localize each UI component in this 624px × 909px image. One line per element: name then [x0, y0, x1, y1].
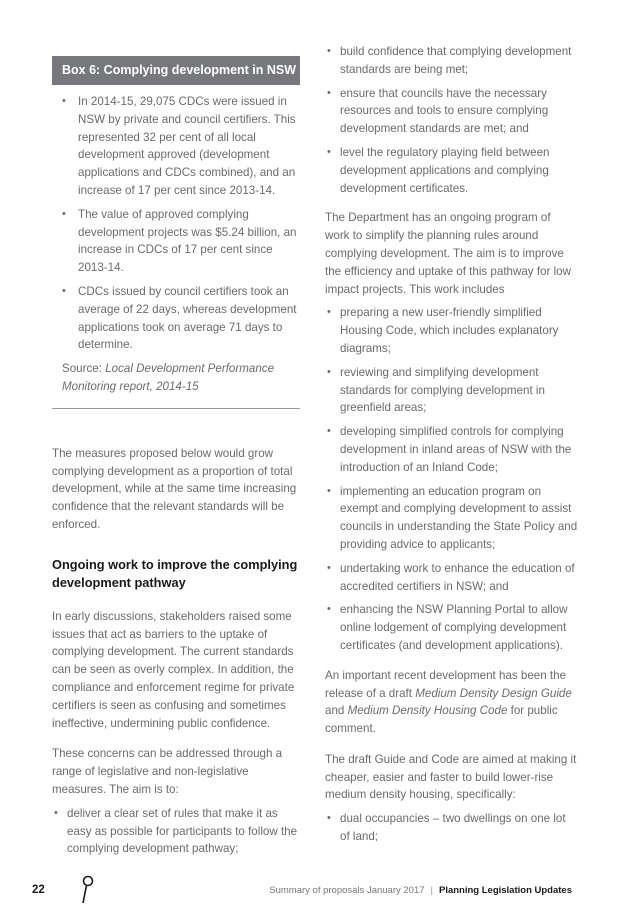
box-title: Box 6: Complying development in NSW — [52, 56, 300, 85]
paragraph: The measures proposed below would grow complying development as a proportion of total development, while at the same time increasing confidence that the relevant standards will be enforced. — [52, 446, 297, 531]
doc-title-italic: Medium Density Design Guide — [415, 686, 572, 700]
footer-separator: | — [430, 885, 433, 896]
bullet-list — [325, 304, 578, 654]
bullet-list — [52, 805, 300, 858]
paragraph: These concerns can be addressed through a range of legislative and non-legislative measures. The aim is to: — [52, 747, 283, 796]
text-run: and — [325, 704, 348, 718]
page-footer — [0, 876, 624, 906]
source-title: Local Development Performance Monitoring report, 2014-15 — [62, 362, 275, 393]
info-box — [52, 56, 300, 409]
box-bullet: • The value of approved complying development projects was $5.24 billion, an increase in CDCs of 17 per cent since 2013-14. — [52, 206, 300, 277]
right-column — [325, 43, 578, 852]
bullet-item: • undertaking work to enhance the education of accredited certifiers in NSW; and — [325, 560, 578, 596]
left-column — [52, 56, 300, 864]
doc-title-italic: Medium Density Housing Code — [347, 704, 508, 718]
bullet-item: • build confidence that complying development standards are being met; — [325, 43, 578, 79]
footer-section: Planning Legislation Updates — [438, 885, 572, 896]
footer-text — [269, 885, 572, 896]
paragraph: The draft Guide and Code are aimed at making it cheaper, easier and faster to build lower-rise medium density housing, specifically: — [325, 752, 577, 802]
bullet-item: • level the regulatory playing field between development applications and complying development certificates. — [325, 144, 578, 197]
bullet-item: • dual occupancies – two dwellings on one lot of land; — [325, 810, 578, 846]
box-bullet-list — [52, 93, 300, 354]
bullet-item: • preparing a new user-friendly simplified Housing Code, which includes explanatory diagrams; — [325, 304, 578, 357]
paragraph: In early discussions, stakeholders raised some issues that act as barriers to the uptake of complying development. The current standards can be seen as overly complex. In addition, the compliance and enforcement regime for private certifiers is seen as confusing and sometimes ineffective, undermining public confidence. — [52, 609, 295, 730]
bullet-item: • developing simplified controls for complying development in inland areas of NSW with the introduction of an Inland Code; — [325, 423, 578, 476]
footer-doc-title: Summary of proposals January 2017 — [269, 885, 425, 896]
bullet-item: • ensure that councils have the necessary resources and tools to ensure complying development standards are met; and — [325, 85, 578, 138]
bullet-item: • implementing an education program on exempt and complying development to assist councils in understanding the State Policy and providing advice to applicants; — [325, 483, 578, 554]
text-run: An important recent development has been the release of a draft — [325, 668, 567, 700]
page-number: 22 — [32, 884, 45, 896]
bullet-item: • enhancing the NSW Planning Portal to allow online lodgement of complying development certificates (and development applications). — [325, 601, 578, 654]
box-source — [52, 360, 300, 396]
source-prefix: Source: — [62, 362, 106, 376]
paragraph: The Department has an ongoing program of work to simplify the planning rules around complying development. The aim is to improve the efficiency and uptake of this pathway for low impact projects. This work includes — [325, 211, 571, 296]
bullet-item: • reviewing and simplifying development standards for complying development in greenfield areas; — [325, 364, 578, 417]
bullet-item: • deliver a clear set of rules that make it as easy as possible for participants to follow the complying development pathway; — [52, 805, 300, 858]
location-pin-icon — [80, 874, 96, 909]
box-bullet: • In 2014-15, 29,075 CDCs were issued in NSW by private and council certifiers. This represented 32 per cent of all local development approved (development applications and CDCs combined), and an increase of 17 per cent since 2013-14. — [52, 93, 300, 200]
bullet-list — [325, 43, 578, 197]
text-run: for public comment. — [325, 704, 558, 736]
paragraph — [325, 667, 578, 738]
section-heading: Ongoing work to improve the complying development pathway — [52, 556, 298, 590]
bullet-list — [325, 810, 578, 846]
box-bullet: • CDCs issued by council certifiers took an average of 22 days, whereas development applications took on average 71 days to determine. — [52, 283, 300, 354]
